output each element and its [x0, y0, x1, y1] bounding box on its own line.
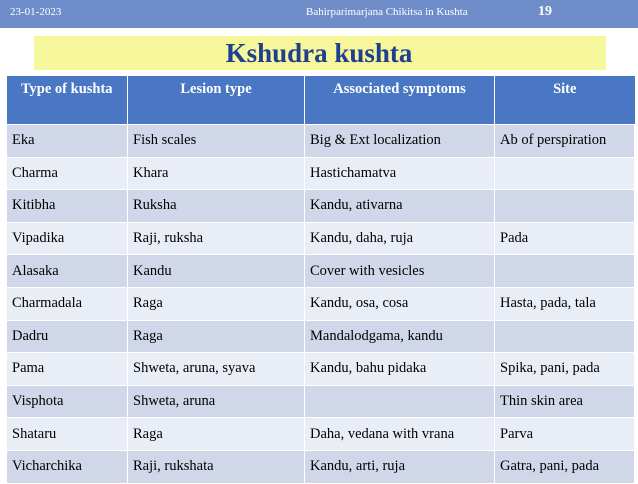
table-header-row — [7, 76, 635, 125]
cell-lesion: Shweta, aruna, syava — [128, 353, 305, 386]
table-row — [7, 320, 635, 353]
cell-symptoms: Kandu, daha, ruja — [305, 222, 495, 255]
table-row — [7, 222, 635, 255]
cell-site: Pada — [495, 222, 635, 255]
cell-lesion: Raga — [128, 287, 305, 320]
cell-symptoms: Kandu, bahu pidaka — [305, 353, 495, 386]
cell-symptoms: Big & Ext localization — [305, 125, 495, 158]
cell-site: Gatra, pani, pada — [495, 450, 635, 483]
cell-symptoms — [305, 385, 495, 418]
cell-site — [495, 157, 635, 190]
cell-lesion: Raga — [128, 320, 305, 353]
cell-site: Hasta, pada, tala — [495, 287, 635, 320]
cell-type: Vipadika — [7, 222, 128, 255]
page-number: 19 — [538, 4, 552, 19]
cell-lesion: Fish scales — [128, 125, 305, 158]
table-row — [7, 125, 635, 158]
table-row — [7, 287, 635, 320]
table-row — [7, 385, 635, 418]
cell-type: Vicharchika — [7, 450, 128, 483]
cell-lesion: Raga — [128, 418, 305, 451]
cell-symptoms: Kandu, osa, cosa — [305, 287, 495, 320]
table-row — [7, 190, 635, 223]
table-row — [7, 450, 635, 483]
cell-type: Dadru — [7, 320, 128, 353]
cell-symptoms: Hastichamatva — [305, 157, 495, 190]
cell-site — [495, 320, 635, 353]
cell-symptoms: Kandu, ativarna — [305, 190, 495, 223]
cell-site: Spika, pani, pada — [495, 353, 635, 386]
kushta-table — [6, 76, 635, 484]
cell-type: Kitibha — [7, 190, 128, 223]
table-body — [7, 125, 635, 484]
cell-site: Ab of perspiration — [495, 125, 635, 158]
table-row — [7, 255, 635, 288]
cell-site — [495, 190, 635, 223]
cell-lesion: Raji, ruksha — [128, 222, 305, 255]
cell-symptoms: Cover with vesicles — [305, 255, 495, 288]
column-header-type: Type of kushta — [7, 76, 128, 125]
cell-lesion: Shweta, aruna — [128, 385, 305, 418]
cell-lesion: Raji, rukshata — [128, 450, 305, 483]
cell-type: Eka — [7, 125, 128, 158]
cell-type: Alasaka — [7, 255, 128, 288]
table-row — [7, 157, 635, 190]
cell-type: Pama — [7, 353, 128, 386]
cell-type: Charmadala — [7, 287, 128, 320]
slide-date: 23-01-2023 — [10, 6, 62, 18]
column-header-symptoms: Associated symptoms — [305, 76, 495, 125]
slide-title: Kshudra kushta — [225, 38, 413, 68]
cell-symptoms: Kandu, arti, ruja — [305, 450, 495, 483]
cell-site — [495, 255, 635, 288]
column-header-lesion: Lesion type — [128, 76, 305, 125]
cell-type: Charma — [7, 157, 128, 190]
table-row — [7, 418, 635, 451]
cell-lesion: Kandu — [128, 255, 305, 288]
slide-subject: Bahirparimarjana Chikitsa in Kushta — [306, 6, 468, 18]
cell-symptoms: Daha, vedana with vrana — [305, 418, 495, 451]
cell-type: Shataru — [7, 418, 128, 451]
cell-lesion: Ruksha — [128, 190, 305, 223]
cell-lesion: Khara — [128, 157, 305, 190]
table-row — [7, 353, 635, 386]
cell-symptoms: Mandalodgama, kandu — [305, 320, 495, 353]
cell-site: Thin skin area — [495, 385, 635, 418]
cell-site: Parva — [495, 418, 635, 451]
cell-type: Visphota — [7, 385, 128, 418]
header-bar — [0, 0, 638, 28]
column-header-site: Site — [495, 76, 635, 125]
